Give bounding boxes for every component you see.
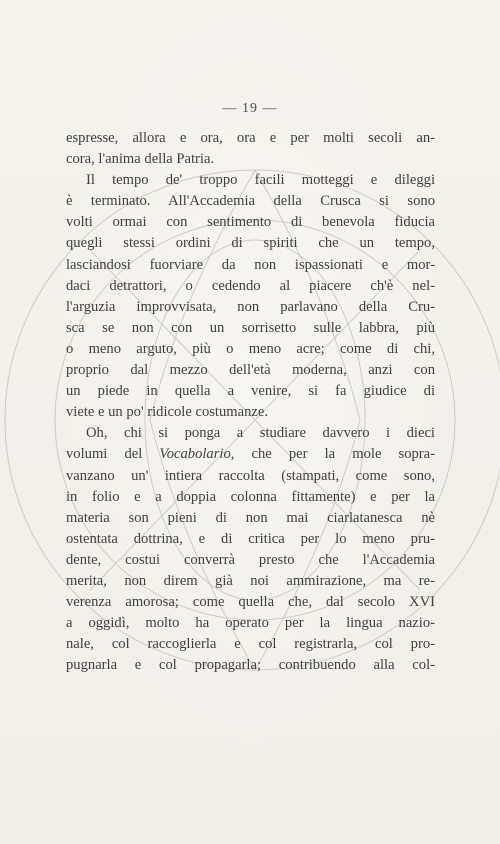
text-line: Oh, chi si ponga a studiare davvero i dieci [86, 425, 435, 442]
text-line: merita, non direm già noi ammirazione, ma re- [66, 572, 435, 589]
page-number: — 19 — [222, 101, 278, 116]
text-line: vanzano un' intiera raccolta (stampati, come sono, [66, 467, 435, 484]
text-line: o meno arguto, più o meno acre; come di chi, [66, 340, 435, 357]
text-line: materia son pieni di non mai ciarlatanesca nè [66, 509, 435, 526]
text-line: è terminato. All'Accademia della Crusca si sono [66, 193, 435, 210]
text-line: pugnarla e col propagarla; contribuendo alla col- [66, 657, 435, 674]
body-text [66, 128, 435, 676]
text-line: verenza amorosa; come quella che, dal secolo XVI [66, 594, 435, 611]
text-line: in folio e a doppia colonna fittamente) e per la [66, 488, 435, 505]
text-line: espresse, allora e ora, ora e per molti secoli an- [66, 130, 435, 146]
text-line: ostentata dottrina, e di critica per lo meno pru- [66, 530, 435, 547]
text-line: cora, l'anima della Patria. [66, 151, 215, 168]
text-line: volumi del Vocabolario, che per la mole sopra- [66, 446, 435, 463]
text-line: un piede in quella a venire, si fa giudice di [66, 383, 435, 400]
text-line: dente, costui converrà presto che l'Accademia [66, 551, 435, 568]
text-line: sca se non con un sorrisetto sulle labbra, più [66, 319, 435, 336]
text-line: proprio dal mezzo dell'età moderna, anzi con [66, 362, 435, 379]
text-line: Il tempo de' troppo facili motteggi e dileggi [86, 172, 435, 189]
text-line: a oggidì, molto ha operato per la lingua nazio- [66, 615, 435, 632]
text-line: nale, col raccoglierla e col registrarla, col pro- [66, 636, 435, 653]
text-line: quegli stessi ordini di spiriti che un tempo, [66, 235, 435, 252]
text-line: viete e un po' ridicole costumanze. [66, 404, 269, 421]
text-line: volti ormai con sentimento di benevola fiducia [66, 214, 435, 231]
text-line: l'arguzia improvvisata, non parlavano della Cru- [66, 298, 435, 315]
book-title-italic: Vocabolario [159, 446, 231, 463]
text-line: daci detrattori, o cedendo al piacere ch'è nel- [66, 277, 435, 294]
text-line: lasciandosi fuorviare da non ispassionati e mor- [66, 256, 435, 273]
